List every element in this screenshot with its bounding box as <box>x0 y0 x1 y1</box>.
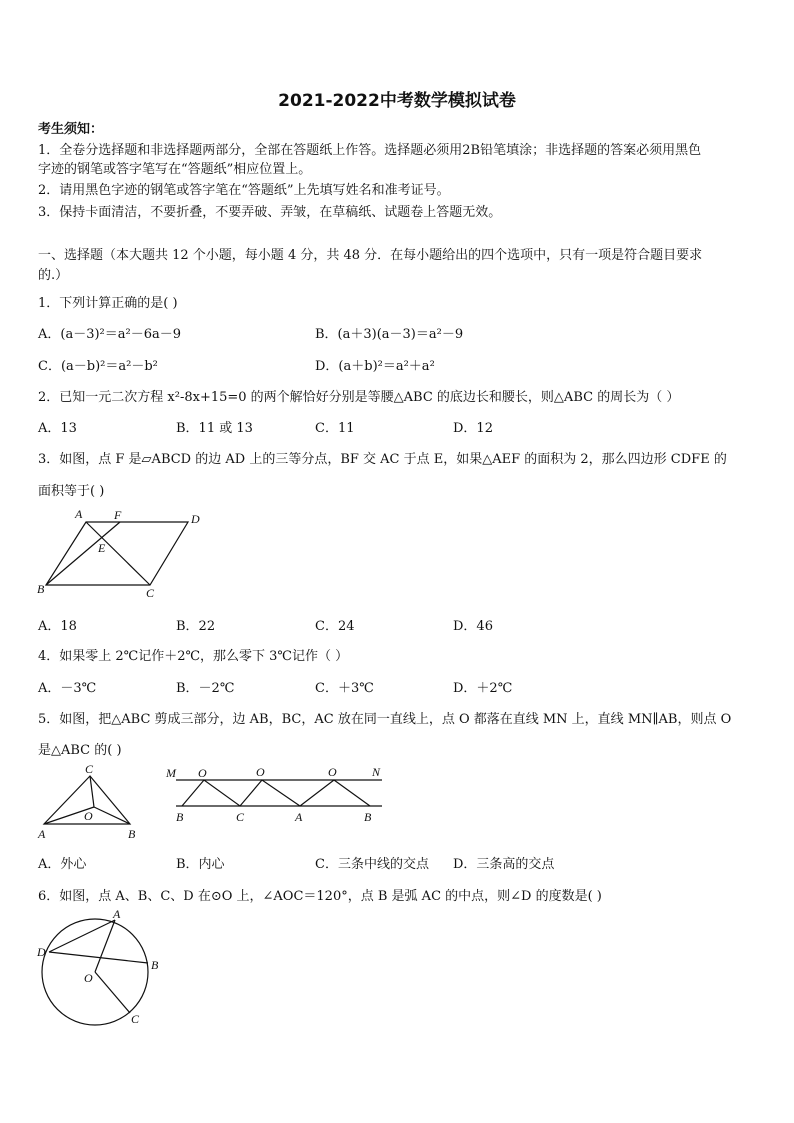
notice-item-1-line-2: 字迹的钢笔或答字笔写在“答题纸”相应位置上。 <box>38 162 312 177</box>
question-4-option-b: B．－2℃ <box>176 681 235 696</box>
label-o-2: O <box>256 765 265 779</box>
question-5-option-d: D．三条高的交点 <box>453 857 555 872</box>
label-b: B <box>151 958 159 972</box>
section-1-heading-line-2: 的.） <box>38 268 69 283</box>
question-2-stem: 2．已知一元二次方程 x²-8x+15=0 的两个解恰好分别是等腰△ABC 的底边长和腰长，则△ABC 的周长为（ ） <box>38 390 680 405</box>
notice-item-3: 3．保持卡面清洁，不要折叠，不要弄破、弄皱，在草稿纸、试题卷上答题无效。 <box>38 205 502 220</box>
question-3-stem-line-2: 面积等于( ) <box>38 484 105 499</box>
diagonal-ac <box>86 522 150 585</box>
question-6-circle-figure <box>30 908 180 1030</box>
label-e: E <box>98 541 106 555</box>
label-a: A <box>38 827 46 841</box>
question-5-strip-figure <box>160 762 390 827</box>
label-b-2: B <box>364 810 372 824</box>
label-b: B <box>128 827 136 841</box>
label-b-1: B <box>176 810 184 824</box>
page-title: 2021-2022中考数学模拟试卷 <box>278 91 516 111</box>
label-n: N <box>372 765 381 779</box>
question-1-option-c: C．(a－b)²＝a²－b² <box>38 359 158 374</box>
label-a: A <box>113 908 121 921</box>
question-2-option-d: D．12 <box>453 421 493 436</box>
question-4-option-d: D．＋2℃ <box>453 681 513 696</box>
question-3-stem-line-1: 3．如图，点 F 是▱ABCD 的边 AD 上的三等分点，BF 交 AC 于点 E，如果△AEF 的面积为 2，那么四边形 CDFE 的 <box>38 452 727 467</box>
question-3-option-b: B．22 <box>176 619 216 634</box>
section-1-heading-line-1: 一、选择题（本大题共 12 个小题，每小题 4 分，共 48 分．在每小题给出的四个选项中，只有一项是符合题目要求 <box>38 248 703 263</box>
question-5-option-a: A．外心 <box>38 857 87 872</box>
label-o-3: O <box>328 765 337 779</box>
question-4-option-a: A．－3℃ <box>38 681 97 696</box>
question-1-option-d: D．(a＋b)²＝a²＋a² <box>315 359 435 374</box>
label-a: A <box>295 810 303 824</box>
question-2-option-a: A．13 <box>38 421 77 436</box>
triangle-pieces <box>182 780 370 806</box>
label-o: O <box>84 971 93 985</box>
label-c: C <box>146 586 155 600</box>
label-b: B <box>37 582 45 596</box>
notice-item-1-line-1: 1．全卷分选择题和非选择题两部分，全部在答题纸上作答。选择题必须用2B铅笔填涂；非选择题的答案必须用黑色 <box>38 143 702 158</box>
question-5-stem-line-2: 是△ABC 的( ) <box>38 743 122 758</box>
label-m: M <box>166 766 176 780</box>
label-a: A <box>75 507 83 521</box>
question-3-parallelogram-figure <box>34 505 214 600</box>
label-o: O <box>84 809 93 823</box>
question-1-option-b: B．(a＋3)(a－3)＝a²－9 <box>315 327 464 342</box>
question-3-option-c: C．24 <box>315 619 355 634</box>
parallelogram-abcd <box>46 522 188 585</box>
label-o-1: O <box>198 766 207 780</box>
question-4-option-c: C．＋3℃ <box>315 681 374 696</box>
label-d: D <box>37 945 46 959</box>
question-2-option-b: B．11 或 13 <box>176 421 253 436</box>
notice-heading: 考生须知： <box>38 122 104 137</box>
question-2-option-c: C．11 <box>315 421 355 436</box>
question-5-triangle-figure <box>34 762 144 842</box>
question-1-stem: 1．下列计算正确的是( ) <box>38 296 178 311</box>
question-5-option-c: C．三条中线的交点 <box>315 857 429 872</box>
radius-oc <box>95 972 130 1013</box>
label-c: C <box>236 810 245 824</box>
label-c: C <box>131 1012 140 1026</box>
notice-item-2: 2．请用黑色字迹的钢笔或答字笔在“答题纸”上先填写姓名和准考证号。 <box>38 183 450 198</box>
segment-bf <box>46 522 120 585</box>
label-c: C <box>85 762 94 776</box>
question-6-stem: 6．如图，点 A、B、C、D 在⊙O 上，∠AOC＝120°，点 B 是弧 AC 的中点，则∠D 的度数是( ) <box>38 889 602 904</box>
question-1-option-a: A．(a－3)²＝a²－6a－9 <box>38 327 182 342</box>
question-4-stem: 4．如果零上 2℃记作＋2℃，那么零下 3℃记作（ ） <box>38 649 349 664</box>
question-3-option-a: A．18 <box>38 619 77 634</box>
question-5-stem-line-1: 5．如图，把△ABC 剪成三部分，边 AB，BC，AC 放在同一直线上，点 O 都落在直线 MN 上，直线 MN∥AB，则点 O <box>38 712 732 727</box>
question-3-option-d: D．46 <box>453 619 493 634</box>
segment-bo <box>94 807 130 824</box>
question-5-option-b: B．内心 <box>176 857 225 872</box>
label-f: F <box>114 508 122 522</box>
label-d: D <box>191 512 200 526</box>
